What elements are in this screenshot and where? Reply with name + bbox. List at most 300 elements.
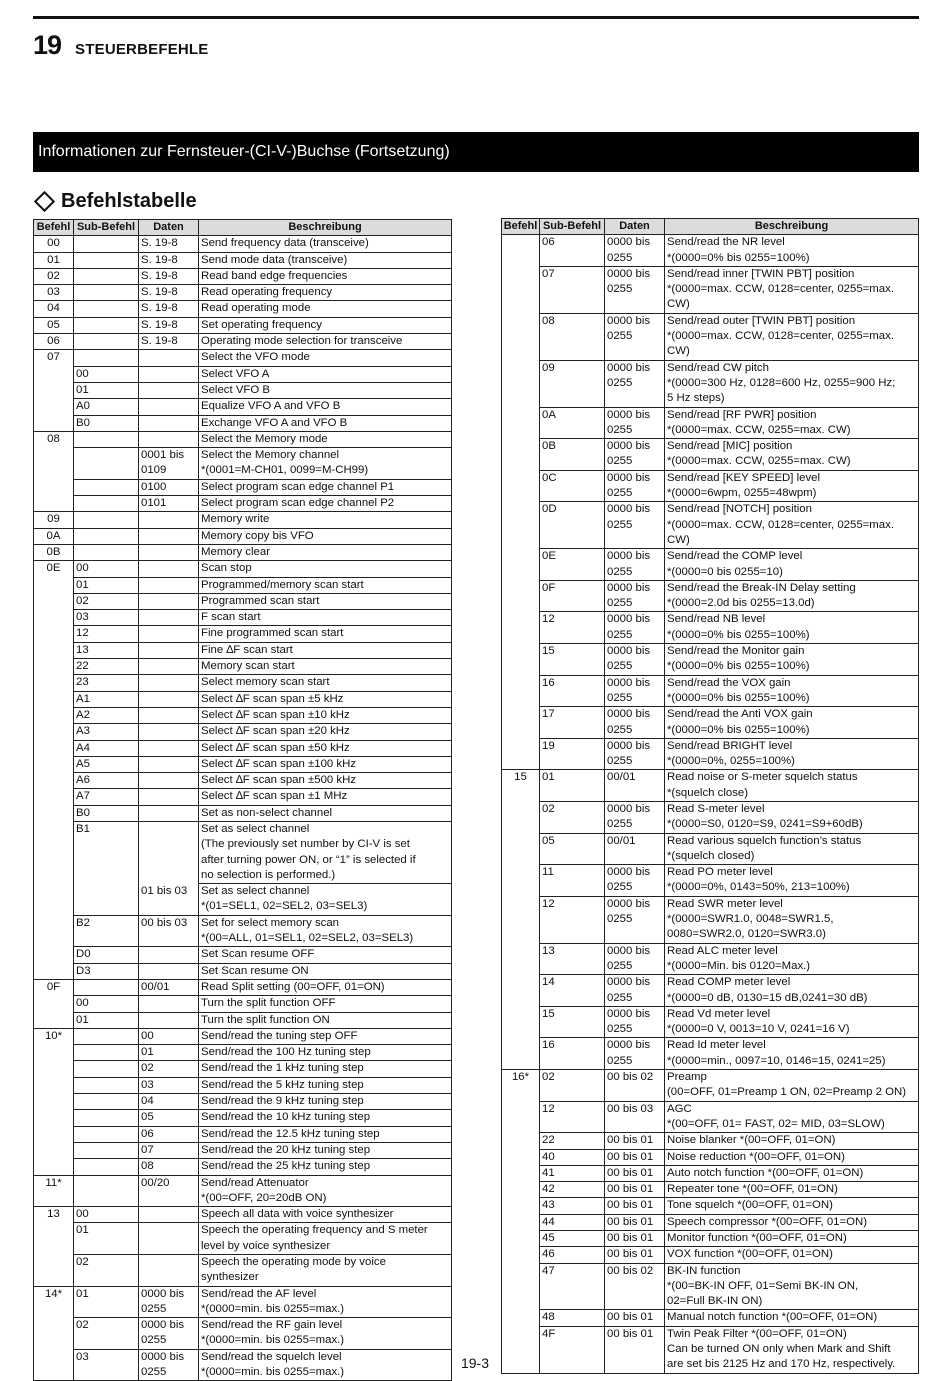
befehl-cell — [502, 1310, 540, 1326]
beschreibung-cell: Set as select channel *(01=SEL1, 02=SEL2, 03=SEL3) — [199, 884, 452, 916]
sub-befehl-cell: 0C — [540, 470, 605, 502]
daten-cell: 0101 — [139, 496, 199, 512]
table-row — [34, 593, 452, 609]
befehl-cell: 0B — [34, 544, 74, 560]
daten-cell — [139, 659, 199, 675]
sub-befehl-cell: 02 — [540, 1070, 605, 1102]
beschreibung-cell: Send/read the RF gain level *(0000=min. bis 0255=max.) — [199, 1318, 452, 1350]
daten-cell: 0000 bis 0255 — [605, 266, 665, 313]
sub-befehl-cell: 12 — [540, 1101, 605, 1133]
befehl-cell — [34, 496, 74, 512]
daten-cell: 0000 bis 0255 — [605, 439, 665, 471]
daten-cell: 00 bis 03 — [139, 915, 199, 947]
sub-befehl-cell: 13 — [540, 943, 605, 975]
beschreibung-cell: AGC *(00=OFF, 01= FAST, 02= MID, 03=SLOW) — [665, 1101, 919, 1133]
table-row — [34, 479, 452, 495]
daten-cell — [139, 399, 199, 415]
beschreibung-cell: Send/read the 10 kHz tuning step — [199, 1110, 452, 1126]
table-row — [34, 610, 452, 626]
table-row — [34, 740, 452, 756]
table-row — [502, 1038, 919, 1070]
daten-cell: 00 bis 01 — [605, 1231, 665, 1247]
befehl-cell — [34, 1318, 74, 1350]
table-row — [502, 1182, 919, 1198]
table-row — [502, 1149, 919, 1165]
befehl-cell: 15 — [502, 770, 540, 802]
daten-cell: 0000 bis 0255 — [605, 1006, 665, 1038]
beschreibung-cell: Turn the split function OFF — [199, 996, 452, 1012]
befehl-cell: 07 — [34, 350, 74, 366]
table-row — [502, 1263, 919, 1310]
header-sub-befehl: Sub-Befehl — [540, 219, 605, 235]
sub-befehl-cell: 00 — [74, 996, 139, 1012]
befehl-cell: 11* — [34, 1175, 74, 1207]
daten-cell: 00 bis 01 — [605, 1182, 665, 1198]
table-row — [34, 1110, 452, 1126]
beschreibung-cell: Send/read [NOTCH] position *(0000=max. CCW, 0128=center, 0255=max. CW) — [665, 502, 919, 549]
table-row — [34, 1126, 452, 1142]
befehl-cell — [34, 740, 74, 756]
daten-cell — [139, 626, 199, 642]
befehl-cell — [502, 235, 540, 267]
table-row — [502, 549, 919, 581]
sub-befehl-cell: 42 — [540, 1182, 605, 1198]
befehl-cell — [502, 644, 540, 676]
beschreibung-cell: Set Scan resume ON — [199, 963, 452, 979]
table-row — [34, 1028, 452, 1044]
sub-befehl-cell — [74, 1061, 139, 1077]
daten-cell — [139, 1012, 199, 1028]
beschreibung-cell: Repeater tone *(00=OFF, 01=ON) — [665, 1182, 919, 1198]
sub-befehl-cell — [74, 285, 139, 301]
beschreibung-cell: Tone squelch *(00=OFF, 01=ON) — [665, 1198, 919, 1214]
daten-cell: 0000 bis 0255 — [605, 502, 665, 549]
daten-cell: 0000 bis 0255 — [605, 896, 665, 943]
daten-cell — [139, 821, 199, 883]
sub-befehl-cell: A5 — [74, 756, 139, 772]
sub-befehl-cell — [74, 1142, 139, 1158]
befehl-cell — [502, 1165, 540, 1181]
beschreibung-cell: Send/read [KEY SPEED] level *(0000=6wpm, 0255=48wpm) — [665, 470, 919, 502]
befehl-cell — [34, 691, 74, 707]
beschreibung-cell: Select the Memory channel *(0001=M-CH01, 0099=M-CH99) — [199, 448, 452, 480]
daten-cell: 0000 bis 0255 — [605, 407, 665, 439]
befehl-cell: 04 — [34, 301, 74, 317]
beschreibung-cell: Memory scan start — [199, 659, 452, 675]
sub-befehl-cell: 02 — [540, 801, 605, 833]
table-row — [34, 659, 452, 675]
befehl-cell: 08 — [34, 431, 74, 447]
sub-befehl-cell — [74, 431, 139, 447]
sub-befehl-cell: 0A — [540, 407, 605, 439]
beschreibung-cell: Select ∆F scan span ±100 kHz — [199, 756, 452, 772]
befehl-cell — [502, 580, 540, 612]
befehl-cell: 06 — [34, 334, 74, 350]
daten-cell: S. 19-8 — [139, 268, 199, 284]
beschreibung-cell: Read various squelch function’s status *(squelch closed) — [665, 833, 919, 865]
table-row — [34, 544, 452, 560]
table-row — [502, 770, 919, 802]
table-heading — [33, 190, 197, 213]
befehl-cell — [34, 642, 74, 658]
sub-befehl-cell: A7 — [74, 789, 139, 805]
table-row — [34, 382, 452, 398]
beschreibung-cell: Send/read the 1 kHz tuning step — [199, 1061, 452, 1077]
sub-befehl-cell: 45 — [540, 1231, 605, 1247]
beschreibung-cell: Set for select memory scan *(00=ALL, 01=SEL1, 02=SEL2, 03=SEL3) — [199, 915, 452, 947]
beschreibung-cell: Memory clear — [199, 544, 452, 560]
table-row — [34, 561, 452, 577]
daten-cell: 0000 bis 0255 — [605, 943, 665, 975]
sub-befehl-cell: 0D — [540, 502, 605, 549]
sub-befehl-cell — [74, 1175, 139, 1207]
sub-befehl-cell: 03 — [74, 1349, 139, 1381]
befehl-cell — [502, 1149, 540, 1165]
table-row — [34, 512, 452, 528]
table-row — [34, 1077, 452, 1093]
daten-cell: 00 bis 01 — [605, 1310, 665, 1326]
sub-befehl-cell — [74, 496, 139, 512]
table-row — [34, 1255, 452, 1287]
daten-cell: 00 — [139, 1028, 199, 1044]
befehl-cell — [502, 943, 540, 975]
table-row — [34, 947, 452, 963]
sub-befehl-cell: 08 — [540, 313, 605, 360]
daten-cell: 02 — [139, 1061, 199, 1077]
befehl-cell — [34, 947, 74, 963]
befehl-cell — [34, 593, 74, 609]
daten-cell — [139, 947, 199, 963]
table-row — [502, 502, 919, 549]
daten-cell: 00 bis 01 — [605, 1326, 665, 1373]
sub-befehl-cell — [74, 1110, 139, 1126]
daten-cell — [139, 996, 199, 1012]
befehl-cell — [34, 626, 74, 642]
sub-befehl-cell — [74, 350, 139, 366]
table-row — [502, 975, 919, 1007]
table-row — [502, 1198, 919, 1214]
beschreibung-cell: Send frequency data (transceive) — [199, 236, 452, 252]
sub-befehl-cell — [74, 334, 139, 350]
beschreibung-cell: Read ALC meter level *(0000=Min. bis 0120=Max.) — [665, 943, 919, 975]
sub-befehl-cell — [74, 268, 139, 284]
sub-befehl-cell: B1 — [74, 821, 139, 883]
beschreibung-cell: Read operating frequency — [199, 285, 452, 301]
table-row — [502, 470, 919, 502]
befehl-cell — [34, 1142, 74, 1158]
befehl-cell — [502, 360, 540, 407]
beschreibung-cell: BK-IN function *(00=BK-IN OFF, 01=Semi BK-IN ON, 02=Full BK-IN ON) — [665, 1263, 919, 1310]
beschreibung-cell: Select ∆F scan span ±5 kHz — [199, 691, 452, 707]
table-row — [502, 943, 919, 975]
beschreibung-cell: Manual notch function *(00=OFF, 01=ON) — [665, 1310, 919, 1326]
beschreibung-cell: Read Vd meter level *(0000=0 V, 0013=10 V, 0241=16 V) — [665, 1006, 919, 1038]
beschreibung-cell: Send/read the VOX gain *(0000=0% bis 0255=100%) — [665, 675, 919, 707]
befehl-cell — [502, 470, 540, 502]
daten-cell: S. 19-8 — [139, 317, 199, 333]
sub-befehl-cell: 09 — [540, 360, 605, 407]
befehl-cell — [34, 1061, 74, 1077]
daten-cell — [139, 577, 199, 593]
sub-befehl-cell — [74, 317, 139, 333]
daten-cell — [139, 805, 199, 821]
beschreibung-cell: Set as select channel (The previously set number by CI-V is set after turning power ON, or “1” is selected if no selection is performed.) — [199, 821, 452, 883]
table-row — [502, 675, 919, 707]
befehl-cell — [502, 833, 540, 865]
beschreibung-cell: Read Split setting (00=OFF, 01=ON) — [199, 979, 452, 995]
daten-cell: S. 19-8 — [139, 236, 199, 252]
befehl-cell — [502, 975, 540, 1007]
beschreibung-cell: Send/read outer [TWIN PBT] position *(0000=max. CCW, 0128=center, 0255=max. CW) — [665, 313, 919, 360]
befehl-cell — [34, 707, 74, 723]
sub-befehl-cell: 01 — [540, 770, 605, 802]
befehl-cell — [34, 724, 74, 740]
command-table-left — [33, 219, 452, 1381]
beschreibung-cell: Monitor function *(00=OFF, 01=ON) — [665, 1231, 919, 1247]
beschreibung-cell: Programmed scan start — [199, 593, 452, 609]
befehl-cell — [34, 675, 74, 691]
beschreibung-cell: Select memory scan start — [199, 675, 452, 691]
sub-befehl-cell: 13 — [74, 642, 139, 658]
befehl-cell: 0E — [34, 561, 74, 577]
table-row — [34, 963, 452, 979]
beschreibung-cell: Operating mode selection for transceive — [199, 334, 452, 350]
beschreibung-cell: Send/read the NR level *(0000=0% bis 0255=100%) — [665, 235, 919, 267]
daten-cell: 0000 bis 0255 — [605, 801, 665, 833]
befehl-cell: 05 — [34, 317, 74, 333]
table-row — [34, 1286, 452, 1318]
table-row — [34, 1045, 452, 1061]
sub-befehl-cell — [74, 252, 139, 268]
beschreibung-cell: Send/read [MIC] position *(0000=max. CCW, 0255=max. CW) — [665, 439, 919, 471]
table-row — [34, 979, 452, 995]
befehl-cell — [502, 407, 540, 439]
table-row — [502, 1133, 919, 1149]
table-row — [502, 1231, 919, 1247]
beschreibung-cell: Memory copy bis VFO — [199, 528, 452, 544]
header-daten: Daten — [139, 220, 199, 236]
table-row — [502, 1006, 919, 1038]
beschreibung-cell: Read SWR meter level *(0000=SWR1.0, 0048=SWR1.5, 0080=SWR2.0, 0120=SWR3.0) — [665, 896, 919, 943]
table-row — [502, 865, 919, 897]
table-row — [34, 496, 452, 512]
sub-befehl-cell: 01 — [74, 1012, 139, 1028]
table-row — [34, 675, 452, 691]
daten-cell — [139, 642, 199, 658]
beschreibung-cell: Select ∆F scan span ±1 MHz — [199, 789, 452, 805]
beschreibung-cell: Select program scan edge channel P2 — [199, 496, 452, 512]
table-row — [502, 1214, 919, 1230]
daten-cell — [139, 1255, 199, 1287]
befehl-cell — [502, 865, 540, 897]
daten-cell: 0000 bis 0255 — [605, 865, 665, 897]
befehl-cell — [34, 382, 74, 398]
befehl-cell — [502, 612, 540, 644]
befehl-cell — [34, 805, 74, 821]
table-row — [34, 996, 452, 1012]
beschreibung-cell: Send/read inner [TWIN PBT] position *(0000=max. CCW, 0128=center, 0255=max. CW) — [665, 266, 919, 313]
daten-cell — [139, 773, 199, 789]
sub-befehl-cell: 00 — [74, 366, 139, 382]
beschreibung-cell: Send/read the squelch level *(0000=min. bis 0255=max.) — [199, 1349, 452, 1381]
sub-befehl-cell: 12 — [74, 626, 139, 642]
beschreibung-cell: Read PO meter level *(0000=0%, 0143=50%, 213=100%) — [665, 865, 919, 897]
sub-befehl-cell — [74, 528, 139, 544]
beschreibung-cell: Send/read the COMP level *(0000=0 bis 0255=10) — [665, 549, 919, 581]
befehl-cell — [502, 266, 540, 313]
sub-befehl-cell: 22 — [540, 1133, 605, 1149]
sub-befehl-cell — [74, 1077, 139, 1093]
daten-cell: 0000 bis 0255 — [605, 580, 665, 612]
beschreibung-cell: Preamp (00=OFF, 01=Preamp 1 ON, 02=Preamp 2 ON) — [665, 1070, 919, 1102]
header-beschreibung: Beschreibung — [199, 220, 452, 236]
daten-cell — [139, 740, 199, 756]
table-row — [502, 644, 919, 676]
header-beschreibung: Beschreibung — [665, 219, 919, 235]
table-row — [34, 415, 452, 431]
section-banner: Informationen zur Fernsteuer-(CI-V-)Buchse (Fortsetzung) — [33, 132, 919, 172]
sub-befehl-cell: 4F — [540, 1326, 605, 1373]
daten-cell: 0000 bis 0255 — [605, 235, 665, 267]
table-row — [34, 1175, 452, 1207]
daten-cell: 00 bis 01 — [605, 1133, 665, 1149]
table-row — [502, 439, 919, 471]
beschreibung-cell: Send/read BRIGHT level *(0000=0%, 0255=100%) — [665, 738, 919, 770]
beschreibung-cell: Twin Peak Filter *(00=OFF, 01=ON) Can be turned ON only when Mark and Shift are set bis 2125 Hz and 170 Hz, respectively. — [665, 1326, 919, 1373]
daten-cell — [139, 789, 199, 805]
befehl-cell — [34, 399, 74, 415]
daten-cell: 0000 bis 0255 — [139, 1286, 199, 1318]
table-row — [502, 580, 919, 612]
table-row — [34, 528, 452, 544]
beschreibung-cell: Send/read the AF level *(0000=min. bis 0255=max.) — [199, 1286, 452, 1318]
sub-befehl-cell: 03 — [74, 610, 139, 626]
daten-cell: 00 bis 01 — [605, 1165, 665, 1181]
beschreibung-cell: Send mode data (transceive) — [199, 252, 452, 268]
daten-cell: 0000 bis 0255 — [605, 470, 665, 502]
table-row — [34, 1207, 452, 1223]
beschreibung-cell: Send/read the Break-IN Delay setting *(0000=2.0d bis 0255=13.0d) — [665, 580, 919, 612]
header-sub-befehl: Sub-Befehl — [74, 220, 139, 236]
command-table-right — [501, 218, 919, 1374]
daten-cell: 0000 bis 0255 — [605, 675, 665, 707]
beschreibung-cell: Equalize VFO A and VFO B — [199, 399, 452, 415]
sub-befehl-cell: 01 — [74, 1223, 139, 1255]
beschreibung-cell: Speech compressor *(00=OFF, 01=ON) — [665, 1214, 919, 1230]
daten-cell: 01 — [139, 1045, 199, 1061]
sub-befehl-cell: A3 — [74, 724, 139, 740]
sub-befehl-cell — [74, 1028, 139, 1044]
daten-cell — [139, 691, 199, 707]
sub-befehl-cell: 05 — [540, 833, 605, 865]
befehl-cell — [502, 1101, 540, 1133]
befehl-cell — [34, 884, 74, 916]
daten-cell — [139, 512, 199, 528]
befehl-cell — [502, 675, 540, 707]
beschreibung-cell: Noise blanker *(00=OFF, 01=ON) — [665, 1133, 919, 1149]
befehl-cell — [34, 1110, 74, 1126]
sub-befehl-cell: 02 — [74, 1255, 139, 1287]
beschreibung-cell: Send/read NB level *(0000=0% bis 0255=100%) — [665, 612, 919, 644]
table-row — [502, 707, 919, 739]
beschreibung-cell: Send/read the Monitor gain *(0000=0% bis 0255=100%) — [665, 644, 919, 676]
sub-befehl-cell — [74, 1094, 139, 1110]
table-row — [502, 1247, 919, 1263]
befehl-cell — [34, 415, 74, 431]
sub-befehl-cell — [74, 1126, 139, 1142]
daten-cell: 00 bis 03 — [605, 1101, 665, 1133]
sub-befehl-cell: 40 — [540, 1149, 605, 1165]
sub-befehl-cell: 46 — [540, 1247, 605, 1263]
daten-cell — [139, 350, 199, 366]
daten-cell: 0000 bis 0255 — [605, 612, 665, 644]
table-row — [502, 833, 919, 865]
beschreibung-cell: Select ∆F scan span ±20 kHz — [199, 724, 452, 740]
befehl-cell — [34, 789, 74, 805]
table-row — [34, 1142, 452, 1158]
table-row — [34, 301, 452, 317]
table-row — [34, 821, 452, 883]
befehl-cell — [34, 577, 74, 593]
daten-cell: 03 — [139, 1077, 199, 1093]
daten-cell: 04 — [139, 1094, 199, 1110]
table-row — [34, 285, 452, 301]
befehl-cell — [34, 963, 74, 979]
daten-cell: 0100 — [139, 479, 199, 495]
befehl-cell: 13 — [34, 1207, 74, 1223]
daten-cell — [139, 675, 199, 691]
befehl-cell — [34, 448, 74, 480]
daten-cell: 00 bis 02 — [605, 1263, 665, 1310]
table-row — [34, 756, 452, 772]
sub-befehl-cell: 0F — [540, 580, 605, 612]
table-row — [502, 1101, 919, 1133]
sub-befehl-cell — [74, 236, 139, 252]
daten-cell: 00/20 — [139, 1175, 199, 1207]
table-row — [34, 626, 452, 642]
table-row — [502, 896, 919, 943]
table-row — [34, 773, 452, 789]
daten-cell — [139, 593, 199, 609]
table-row — [34, 707, 452, 723]
befehl-cell — [502, 439, 540, 471]
daten-cell: 0001 bis 0109 — [139, 448, 199, 480]
table-row — [34, 691, 452, 707]
beschreibung-cell: Auto notch function *(00=OFF, 01=ON) — [665, 1165, 919, 1181]
befehl-cell: 0F — [34, 979, 74, 995]
beschreibung-cell: Send/read the tuning step OFF — [199, 1028, 452, 1044]
sub-befehl-cell — [74, 1045, 139, 1061]
sub-befehl-cell: B0 — [74, 415, 139, 431]
befehl-cell — [502, 707, 540, 739]
befehl-cell — [34, 773, 74, 789]
sub-befehl-cell: 15 — [540, 644, 605, 676]
daten-cell: 00/01 — [139, 979, 199, 995]
befehl-cell — [502, 1198, 540, 1214]
daten-cell: S. 19-8 — [139, 301, 199, 317]
table-row — [34, 1159, 452, 1175]
table-row — [34, 789, 452, 805]
beschreibung-cell: Select program scan edge channel P1 — [199, 479, 452, 495]
daten-cell — [139, 1223, 199, 1255]
beschreibung-cell: Send/read the 12.5 kHz tuning step — [199, 1126, 452, 1142]
table-row — [34, 1061, 452, 1077]
beschreibung-cell: Select ∆F scan span ±10 kHz — [199, 707, 452, 723]
befehl-cell — [34, 1045, 74, 1061]
sub-befehl-cell: 0E — [540, 549, 605, 581]
table-row — [34, 724, 452, 740]
befehl-cell — [34, 821, 74, 883]
